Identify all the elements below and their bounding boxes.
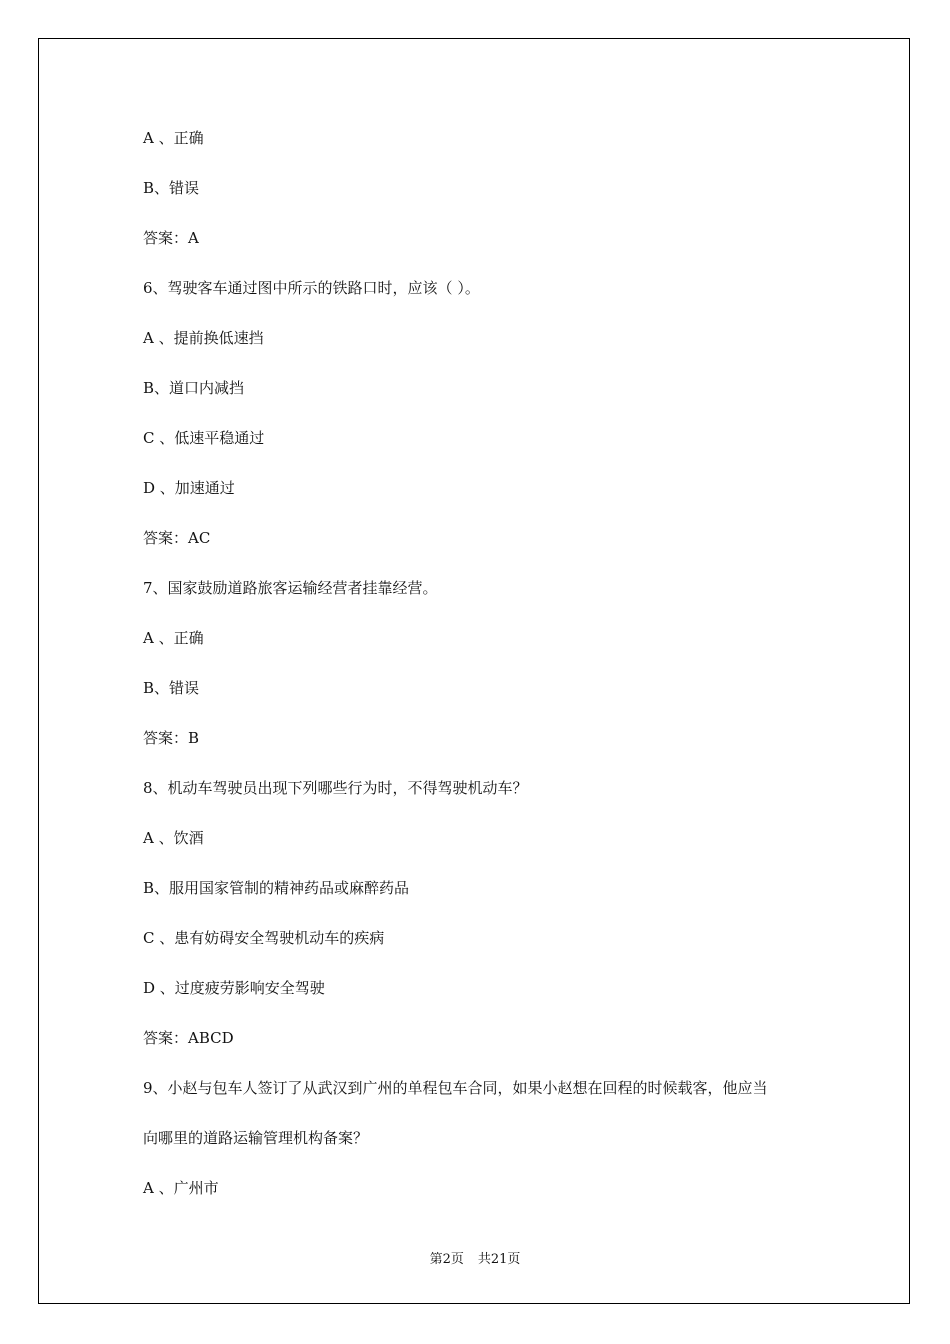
answer: 答案：B [143,729,200,747]
option-a: A 、正确 [143,629,204,647]
question-9-continued: 向哪里的道路运输管理机构备案？ [143,1129,369,1147]
option-a: A 、广州市 [143,1179,219,1197]
option-c: C 、低速平稳通过 [143,429,265,447]
option-c: C 、患有妨碍安全驾驶机动车的疾病 [143,929,385,947]
question-8: 8、机动车驾驶员出现下列哪些行为时，不得驾驶机动车？ [143,779,528,797]
question-6: 6、驾驶客车通过图中所示的铁路口时，应该（ ）。 [143,279,480,297]
option-b: B、道口内减挡 [143,379,245,397]
option-b: B、错误 [143,679,200,697]
page-footer [0,1248,950,1267]
option-a: A 、提前换低速挡 [143,329,264,347]
answer: 答案：A [143,229,199,247]
option-a: A 、正确 [143,129,204,147]
question-7: 7、国家鼓励道路旅客运输经营者挂靠经营。 [143,579,438,597]
option-a: A 、饮酒 [143,829,204,847]
answer: 答案：ABCD [143,1029,234,1047]
question-9: 9、小赵与包车人签订了从武汉到广州的单程包车合同，如果小赵想在回程的时候载客，他应当 [143,1079,768,1097]
option-b: B、服用国家管制的精神药品或麻醉药品 [143,879,410,897]
option-d: D 、过度疲劳影响安全驾驶 [143,979,325,997]
answer: 答案：AC [143,529,211,547]
option-d: D 、加速通过 [143,479,235,497]
page-number: 第2页 [429,1252,464,1267]
page-total: 共21页 [477,1252,521,1267]
option-b: B、错误 [143,179,200,197]
document-body [143,122,823,1222]
